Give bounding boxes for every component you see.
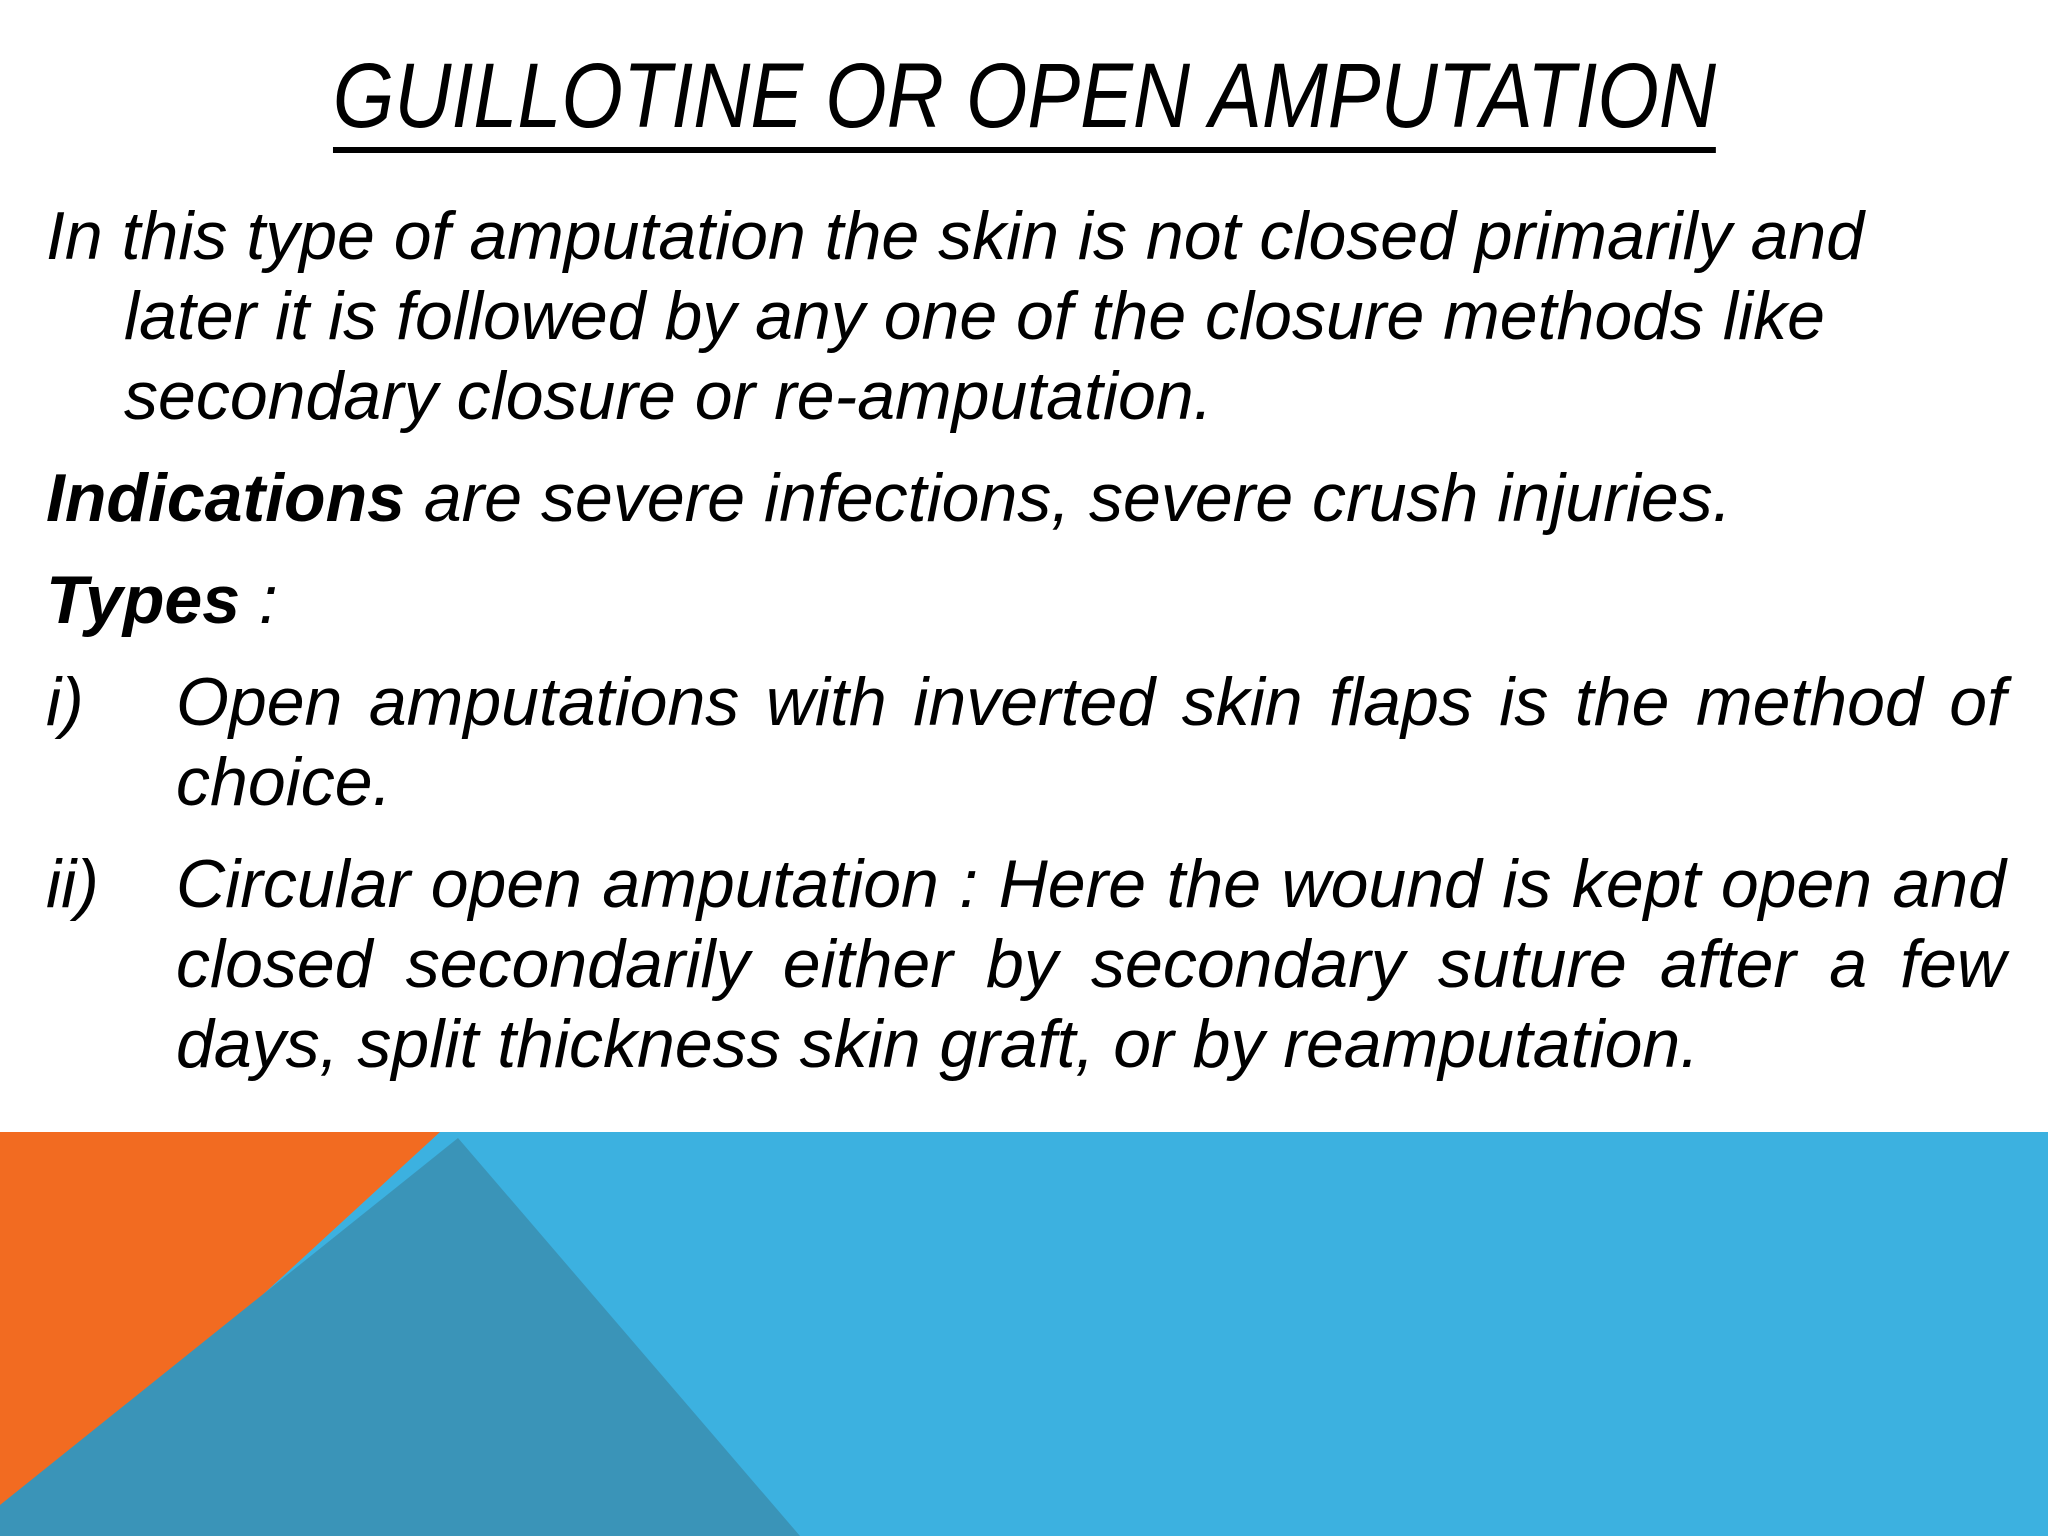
indications-paragraph bbox=[46, 458, 2006, 538]
types-heading bbox=[46, 560, 2006, 640]
list-item-text: Circular open amputation : Here the wound is kept open and closed secondarily either by secondary suture after a few days, split thickness skin graft, or by reamputation. bbox=[176, 846, 2006, 1082]
list-item-number: i) bbox=[46, 664, 84, 740]
indications-text: are severe infections, severe crush injuries. bbox=[404, 460, 1732, 536]
list-item-text: Open amputations with inverted skin flaps is the method of choice. bbox=[176, 664, 2006, 820]
types-label: Types bbox=[46, 562, 241, 638]
list-item bbox=[46, 662, 2006, 822]
intro-paragraph: In this type of amputation the skin is not closed primarily and later it is followed by any one of the closure methods like secondary closure or re-amputation. bbox=[46, 198, 1865, 434]
list-item-number: ii) bbox=[46, 846, 99, 922]
types-suffix: : bbox=[240, 562, 278, 638]
list-item bbox=[46, 844, 2006, 1084]
slide-title bbox=[144, 42, 1905, 150]
slide-title-text: GUILLOTINE OR OPEN AMPUTATION bbox=[333, 45, 1716, 153]
indications-label: Indications bbox=[46, 460, 405, 536]
slide-body bbox=[46, 196, 2006, 1084]
